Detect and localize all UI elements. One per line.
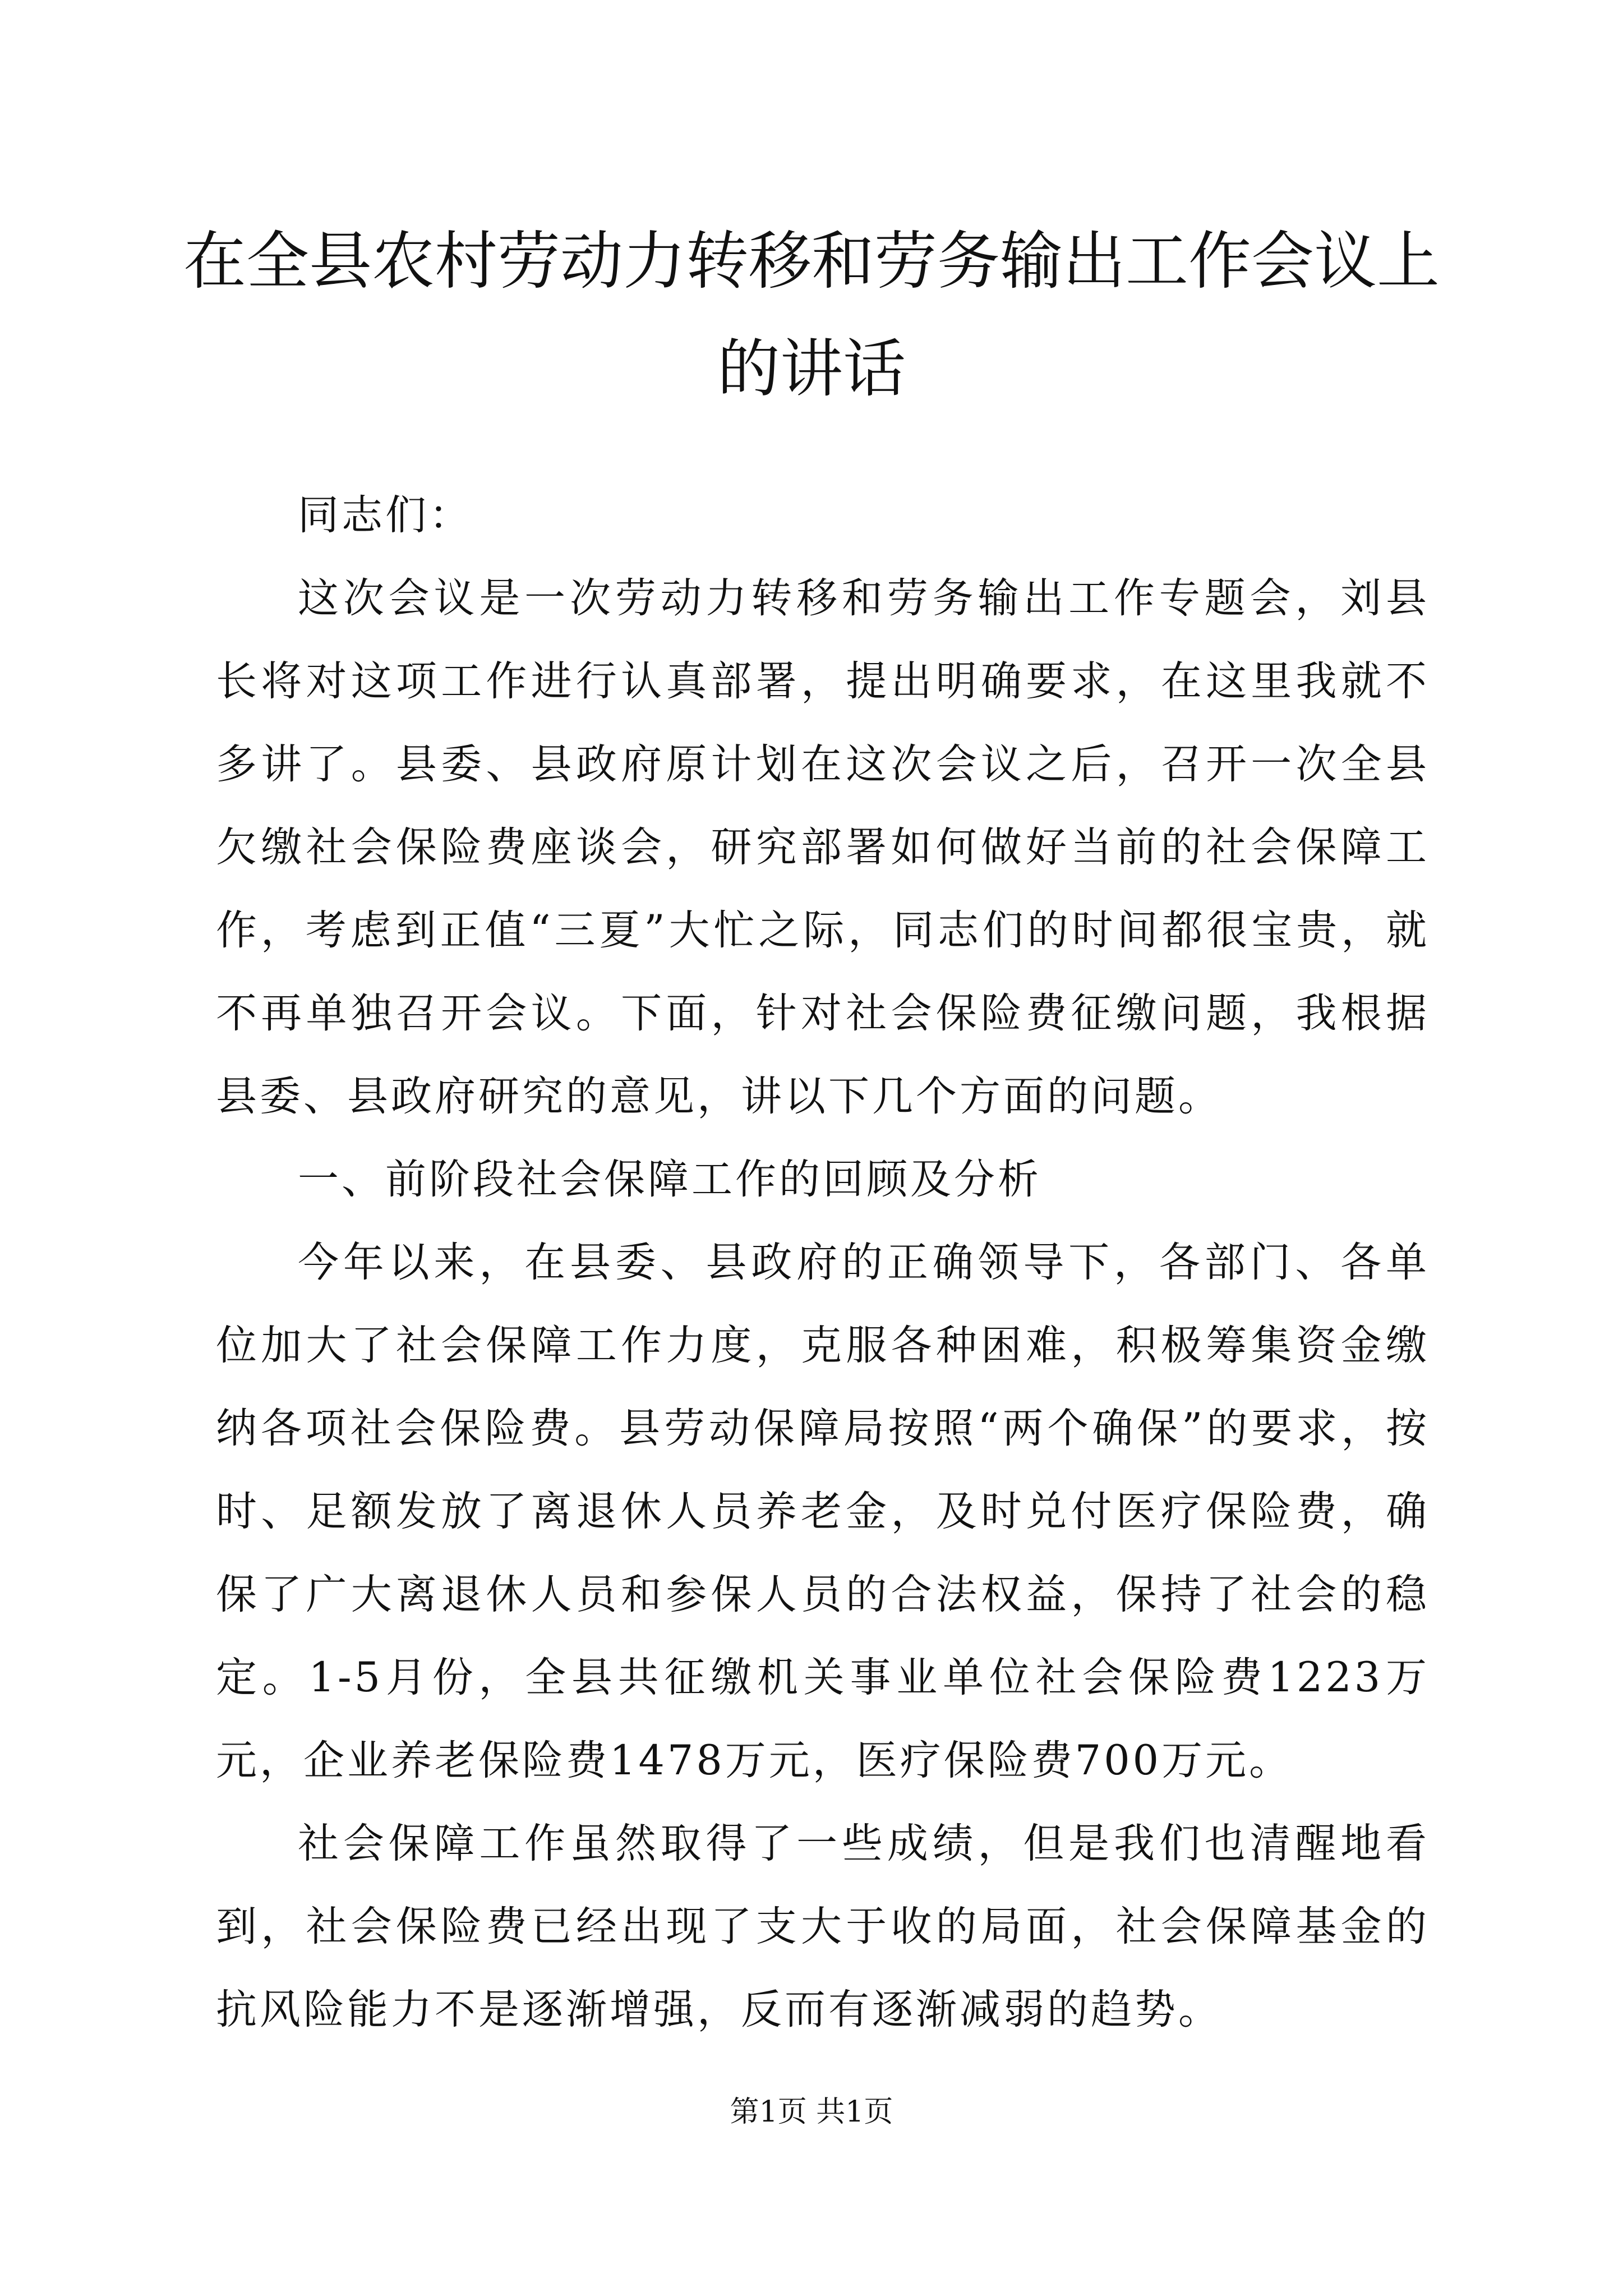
document-body <box>216 474 1430 2051</box>
body-paragraph: 今年以来，在县委、县政府的正确领导下，各部门、各单位加大了社会保障工作力度，克服各种困难，积极筹集资金缴纳各项社会保险费。县劳动保障局按照“两个确保”的要求，按时、足额发放了离退休人员养老金，及时兑付医疗保险费，确保了广大离退休人员和参保人员的合法权益，保持了社会的稳定。1-5月份，全县共征缴机关事业单位社会保险费1223万元，企业养老保险费1478万元，医疗保险费700万元。 <box>216 1239 1430 1784</box>
page-footer: 第1页 共1页 <box>730 2095 893 2129</box>
body-paragraph: 社会保障工作虽然取得了一些成绩，但是我们也清醒地看到，社会保险费已经出现了支大于收的局面，社会保障基金的抗风险能力不是逐渐增强，反而有逐渐减弱的趋势。 <box>216 1820 1430 2033</box>
salutation: 同志们： <box>298 491 473 539</box>
section-heading: 一、前阶段社会保障工作的回顾及分析 <box>298 1156 1041 1203</box>
document-title: 在全县农村劳动力转移和劳务输出工作会议上的讲话 <box>183 225 1440 406</box>
body-paragraph: 这次会议是一次劳动力转移和劳务输出工作专题会，刘县长将对这项工作进行认真部署，提出明确要求，在这里我就不多讲了。县委、县政府原计划在这次会议之后，召开一次全县欠缴社会保险费座谈会，研究部署如何做好当前的社会保障工作，考虑到正值“三夏”大忙之际，同志们的时间都很宝贵，就不再单独召开会议。下面，针对社会保险费征缴问题，我根据县委、县政府研究的意见，讲以下几个方面的问题。 <box>216 574 1430 1120</box>
